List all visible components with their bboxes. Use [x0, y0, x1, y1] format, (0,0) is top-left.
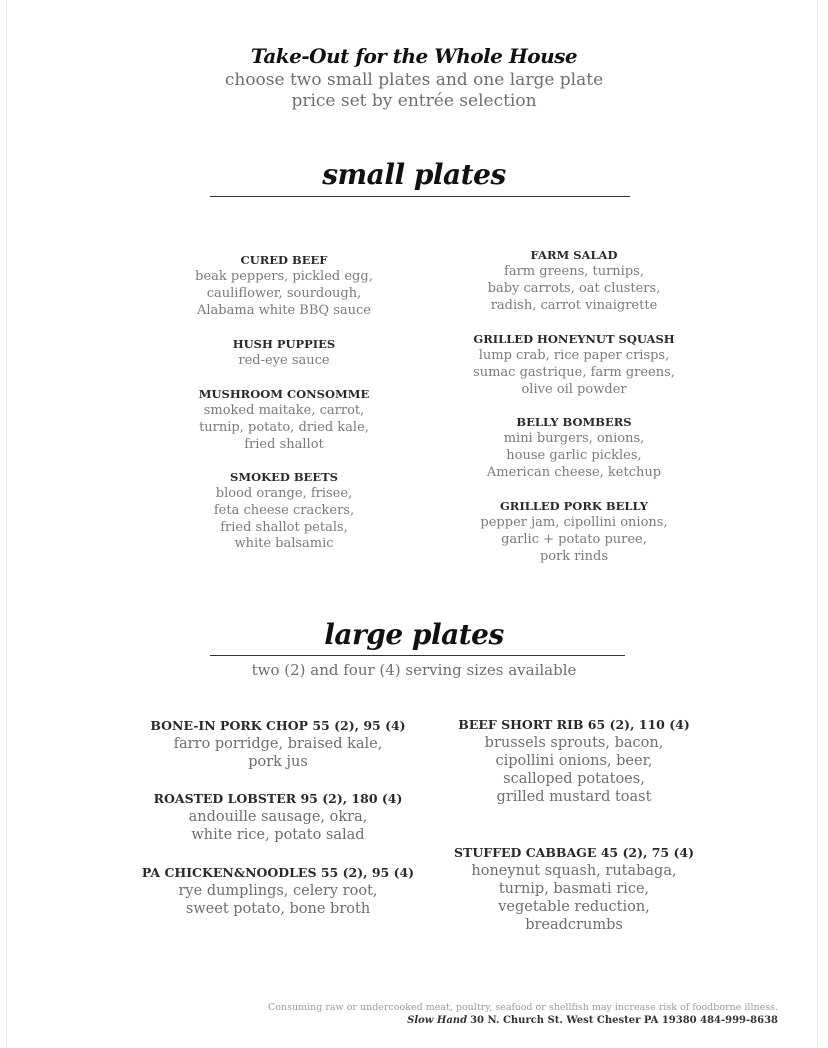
item-desc: radish, carrot vinaigrette	[490, 297, 658, 313]
menu-item	[144, 469, 424, 553]
item-desc: cauliflower, sourdough,	[206, 285, 362, 301]
item-name: STUFFED CABBAGE 45 (2), 75 (4)	[454, 845, 694, 860]
item-desc: vegetable reduction,	[498, 899, 650, 915]
small-plates-heading: small plates	[322, 158, 506, 191]
item-desc: olive oil powder	[521, 381, 627, 397]
menu-item	[128, 790, 428, 844]
menu-subtitle-2: price set by entrée selection	[291, 91, 537, 111]
item-desc: sweet potato, bone broth	[185, 901, 371, 917]
item-desc: red-eye sauce	[238, 353, 330, 368]
item-desc: white rice, potato salad	[191, 827, 365, 843]
small-plates-left-column	[144, 252, 424, 572]
item-desc: American cheese, ketchup	[486, 464, 662, 480]
item-desc: fried shallot petals,	[220, 519, 348, 535]
item-desc: fried shallot	[244, 436, 324, 452]
menu-item	[434, 331, 714, 398]
item-name: FARM SALAD	[530, 248, 618, 262]
item-name: BELLY BOMBERS	[516, 415, 632, 429]
item-name: PA CHICKEN&NOODLES 55 (2), 95 (4)	[141, 865, 415, 880]
restaurant-address-line	[407, 1015, 778, 1026]
item-desc: farm greens, turnips,	[504, 264, 644, 279]
large-plates-subtitle: two (2) and four (4) serving sizes available	[251, 661, 577, 679]
item-desc: blood orange, frisee,	[215, 486, 353, 501]
menu-item	[434, 498, 714, 565]
item-desc: honeynut squash, rutabaga,	[471, 863, 677, 879]
food-safety-note: Consuming raw or undercooked meat, poultry, seafood or shellfish may increase risk of foodborne illness.	[267, 1002, 778, 1013]
menu-item	[424, 716, 724, 806]
item-desc: pork jus	[248, 754, 308, 770]
menu-item	[424, 844, 724, 934]
large-plates-left-column	[128, 717, 428, 927]
item-name: BEEF SHORT RIB 65 (2), 110 (4)	[458, 717, 690, 732]
item-desc: farro porridge, braised kale,	[173, 736, 383, 752]
item-desc: house garlic pickles,	[506, 447, 642, 463]
item-desc: garlic + potato puree,	[501, 531, 647, 547]
item-desc: andouille sausage, okra,	[188, 809, 368, 825]
item-desc: white balsamic	[234, 536, 334, 552]
menu-item	[144, 252, 424, 319]
item-desc: turnip, basmati rice,	[498, 881, 650, 897]
menu-item	[144, 386, 424, 453]
item-desc: beak peppers, pickled egg,	[195, 269, 373, 284]
item-desc: rye dumplings, celery root,	[178, 883, 378, 899]
item-name: CURED BEEF	[240, 253, 328, 267]
item-desc: grilled mustard toast	[496, 789, 652, 805]
item-desc: pepper jam, cipollini onions,	[480, 515, 668, 530]
menu-item	[434, 414, 714, 481]
section-divider	[210, 196, 630, 197]
item-desc: cipollini onions, beer,	[495, 753, 653, 769]
item-desc: Alabama white BBQ sauce	[197, 302, 371, 318]
restaurant-brand: Slow Hand	[407, 1015, 468, 1026]
item-name: GRILLED PORK BELLY	[499, 499, 649, 513]
item-desc: smoked maitake, carrot,	[203, 403, 365, 418]
large-plates-right-column	[424, 716, 724, 941]
menu-subtitle-1: choose two small plates and one large plate	[224, 70, 604, 90]
item-desc: lump crab, rice paper crisps,	[478, 348, 670, 363]
item-name: GRILLED HONEYNUT SQUASH	[473, 332, 675, 346]
restaurant-address: 30 N. Church St. West Chester PA 19380 484-999-8638	[470, 1015, 778, 1026]
menu-item	[434, 247, 714, 314]
menu-item	[128, 717, 428, 771]
section-divider	[210, 655, 625, 656]
item-desc: scalloped potatoes,	[503, 771, 645, 787]
item-name: SMOKED BEETS	[230, 470, 338, 484]
item-desc: baby carrots, oat clusters,	[487, 280, 661, 296]
menu-item	[144, 336, 424, 370]
item-desc: feta cheese crackers,	[213, 502, 355, 518]
item-name: MUSHROOM CONSOMME	[198, 387, 370, 401]
item-desc: brussels sprouts, bacon,	[484, 735, 664, 751]
item-desc: breadcrumbs	[525, 917, 623, 933]
menu-item	[128, 864, 428, 918]
item-desc: mini burgers, onions,	[503, 431, 645, 446]
item-desc: turnip, potato, dried kale,	[199, 419, 369, 435]
small-plates-right-column	[434, 247, 714, 577]
item-desc: pork rinds	[539, 548, 609, 564]
large-plates-heading: large plates	[324, 618, 504, 651]
item-name: BONE-IN PORK CHOP 55 (2), 95 (4)	[150, 718, 406, 733]
item-desc: sumac gastrique, farm greens,	[473, 364, 675, 380]
menu-title: Take-Out for the Whole House	[250, 44, 578, 68]
item-name: HUSH PUPPIES	[232, 337, 336, 351]
item-name: ROASTED LOBSTER 95 (2), 180 (4)	[153, 791, 403, 806]
